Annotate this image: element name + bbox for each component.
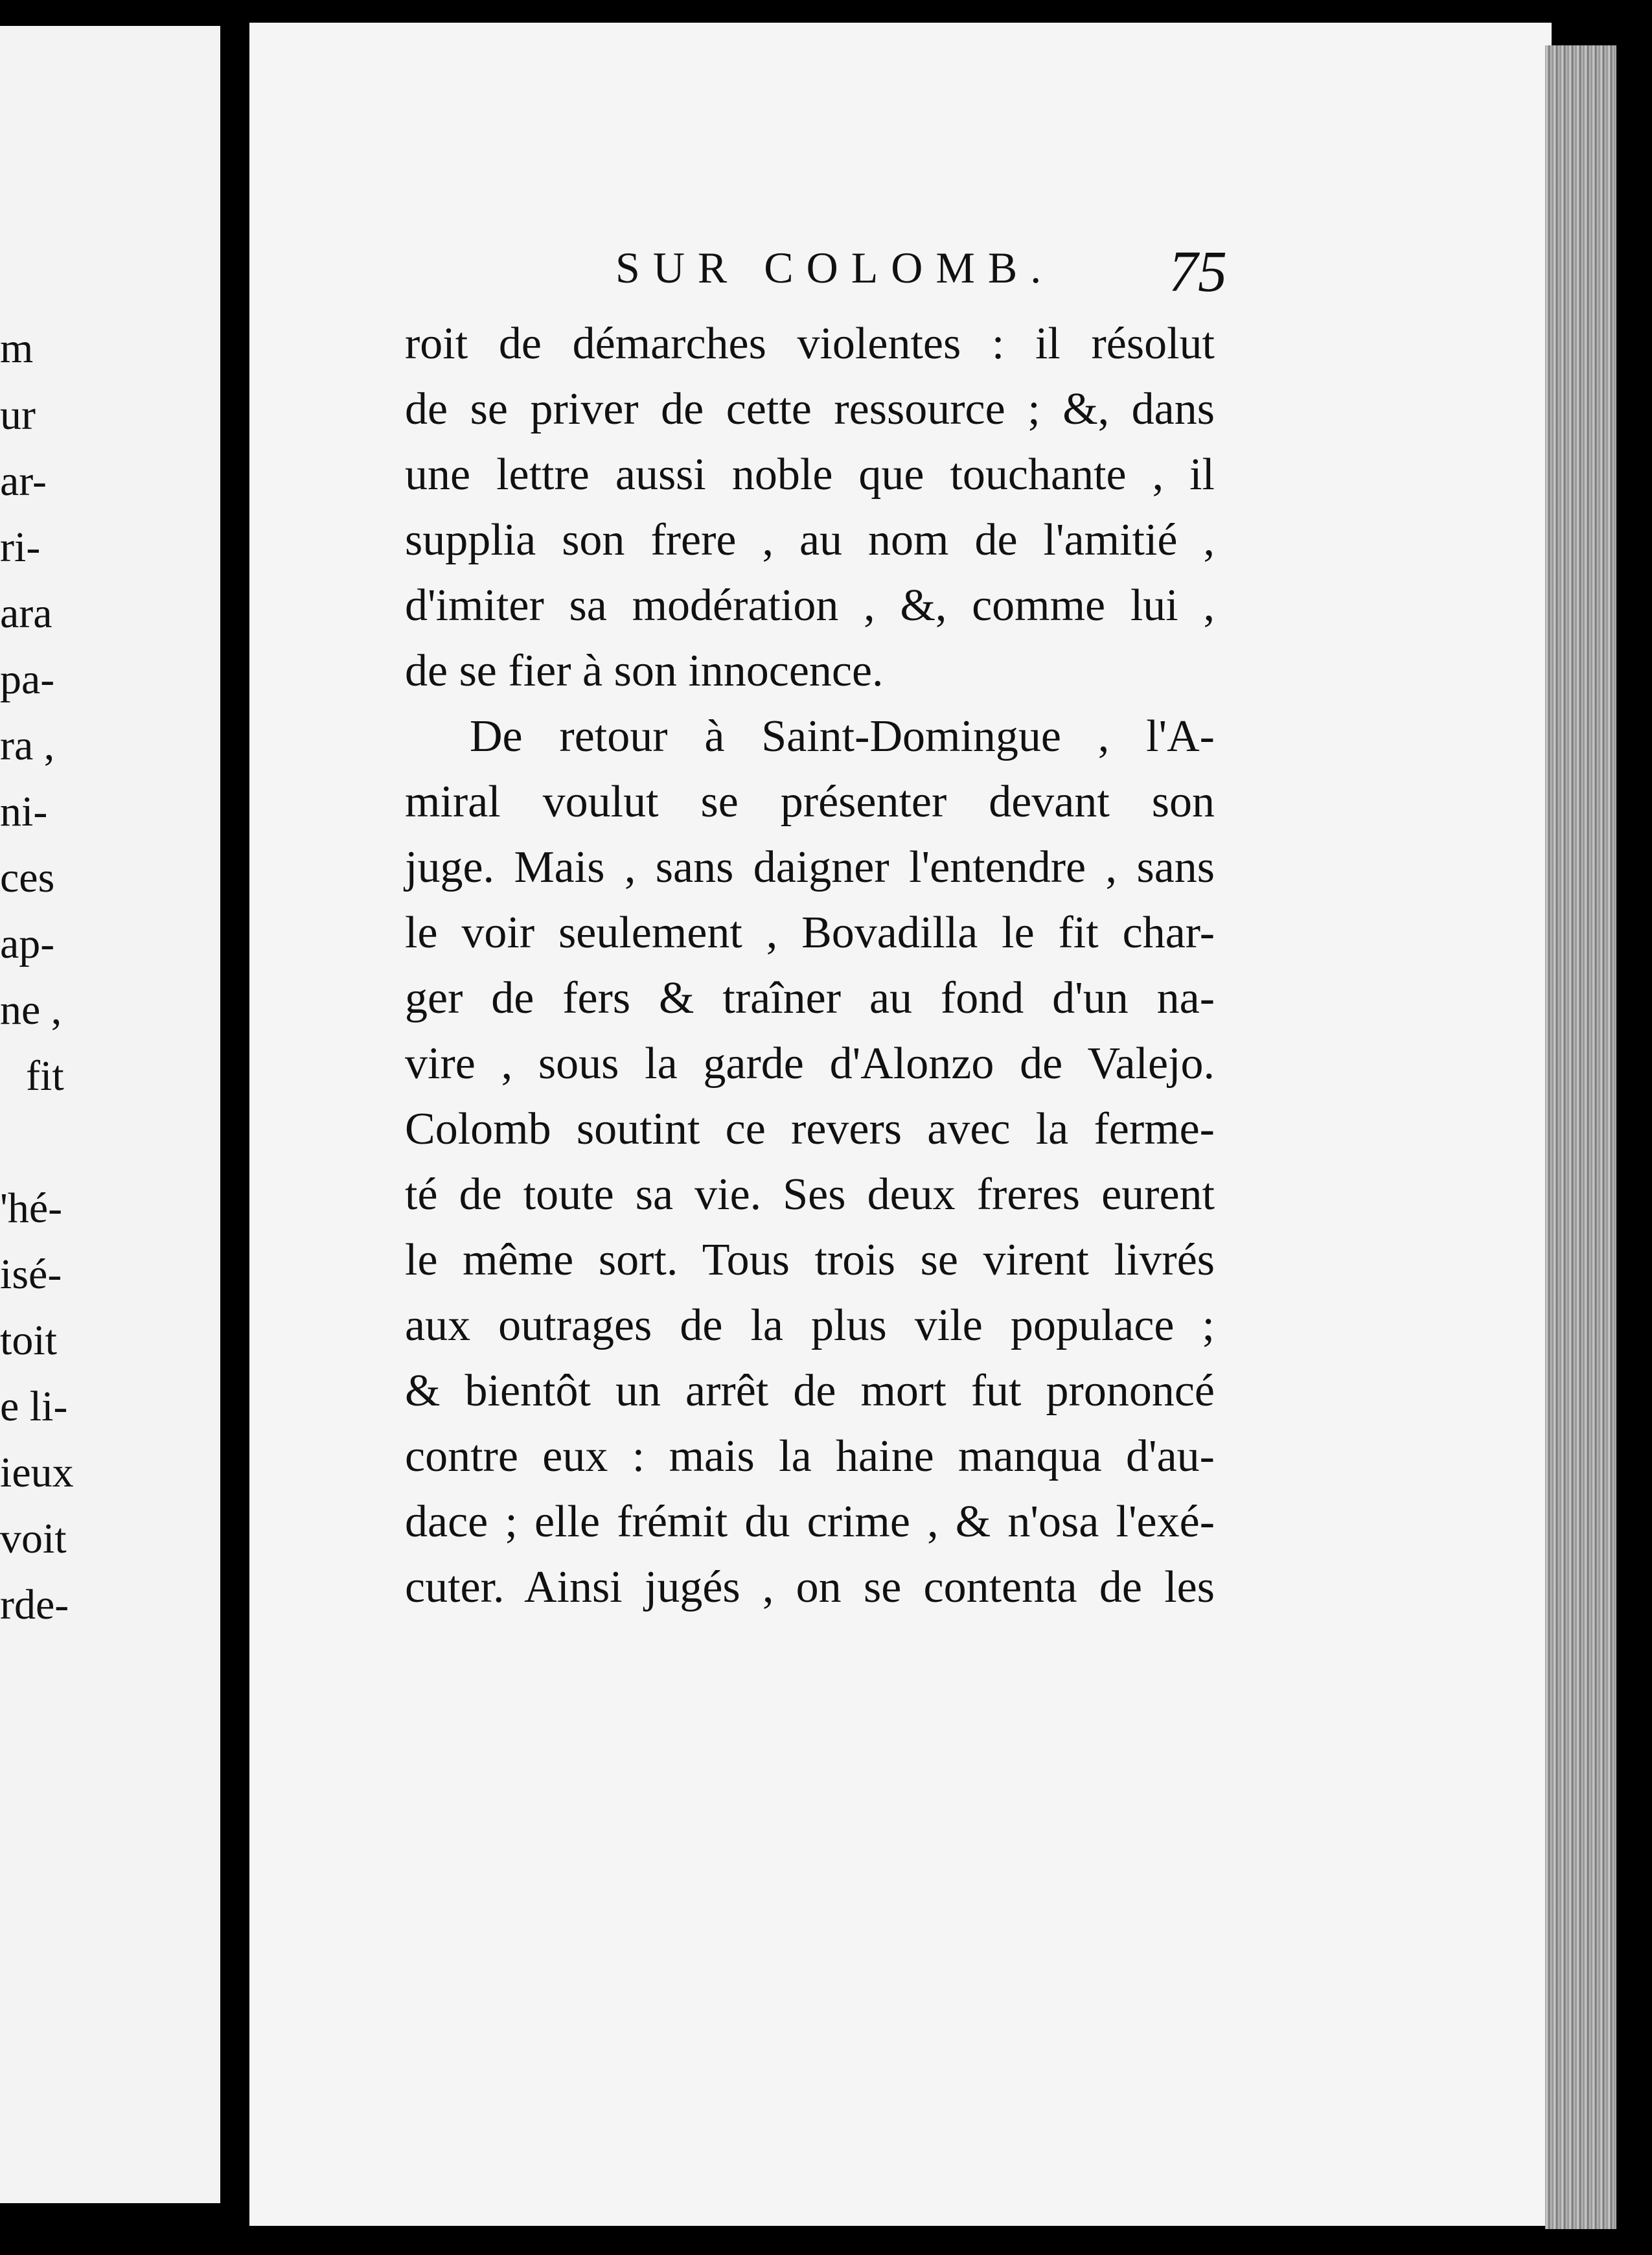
left-fragment: ur (0, 391, 36, 439)
paragraph-start-line: De retour à Saint-Domingue , l'A- (470, 711, 1215, 761)
text-line: le même sort. Tous trois se virent livrés (405, 1235, 1215, 1285)
left-fragment: 'hé- (0, 1185, 63, 1232)
left-fragment: e li- (0, 1383, 68, 1430)
text-line: & bientôt un arrêt de mort fut prononcé (405, 1366, 1215, 1416)
left-fragment: toit (0, 1317, 58, 1364)
text-line: té de toute sa vie. Ses deux freres eurent (405, 1170, 1215, 1220)
left-fragment: pa- (0, 656, 55, 703)
left-fragment: m (0, 325, 34, 372)
page-block-edges (1545, 45, 1616, 2229)
left-fragment: ar- (0, 457, 47, 505)
previous-page-fragment (0, 26, 220, 2203)
text-line: dace ; elle frémit du crime , & n'osa l'exé- (405, 1497, 1215, 1547)
page-number: 75 (1169, 240, 1227, 304)
left-fragment: ri- (0, 524, 41, 571)
body-text (405, 311, 1215, 1620)
text-line: miral voulut se présenter devant son (405, 777, 1215, 827)
text-line: aux outrages de la plus vile populace ; (405, 1301, 1215, 1350)
left-fragment: ne , (0, 986, 62, 1034)
text-line: juge. Mais , sans daigner l'entendre , sans (405, 842, 1215, 892)
left-fragment: fit (26, 1052, 64, 1100)
left-fragment: voit (0, 1515, 67, 1562)
text-line: contre eux : mais la haine manqua d'au- (405, 1431, 1215, 1481)
text-line: supplia son frere , au nom de l'amitié , (405, 515, 1215, 565)
text-line: roit de démarches violentes : il résolut (405, 319, 1215, 369)
left-fragment: rde- (0, 1581, 69, 1628)
left-fragment: isé- (0, 1251, 62, 1298)
text-line: une lettre aussi noble que touchante , il (405, 450, 1215, 500)
left-fragment: ra , (0, 722, 55, 769)
text-line: vire , sous la garde d'Alonzo de Valejo. (405, 1039, 1215, 1089)
text-line: ger de fers & traîner au fond d'un na- (405, 973, 1215, 1023)
page-header (363, 238, 1231, 303)
text-line: de se fier à son innocence. (405, 646, 884, 696)
left-fragment: ara (0, 590, 52, 637)
left-fragment: ni- (0, 788, 48, 835)
running-head: SUR COLOMB. (615, 243, 1055, 292)
text-line: le voir seulement , Bovadilla le fit char- (405, 908, 1215, 958)
text-line: de se priver de cette ressource ; &, dans (405, 384, 1215, 434)
text-line: d'imiter sa modération , &, comme lui , (405, 581, 1215, 630)
text-line: cuter. Ainsi jugés , on se contenta de les (405, 1562, 1215, 1612)
left-fragment: ap- (0, 920, 55, 967)
left-fragment: ces (0, 854, 55, 901)
left-fragment: ieux (0, 1449, 74, 1496)
text-line: Colomb soutint ce revers avec la ferme- (405, 1104, 1215, 1154)
